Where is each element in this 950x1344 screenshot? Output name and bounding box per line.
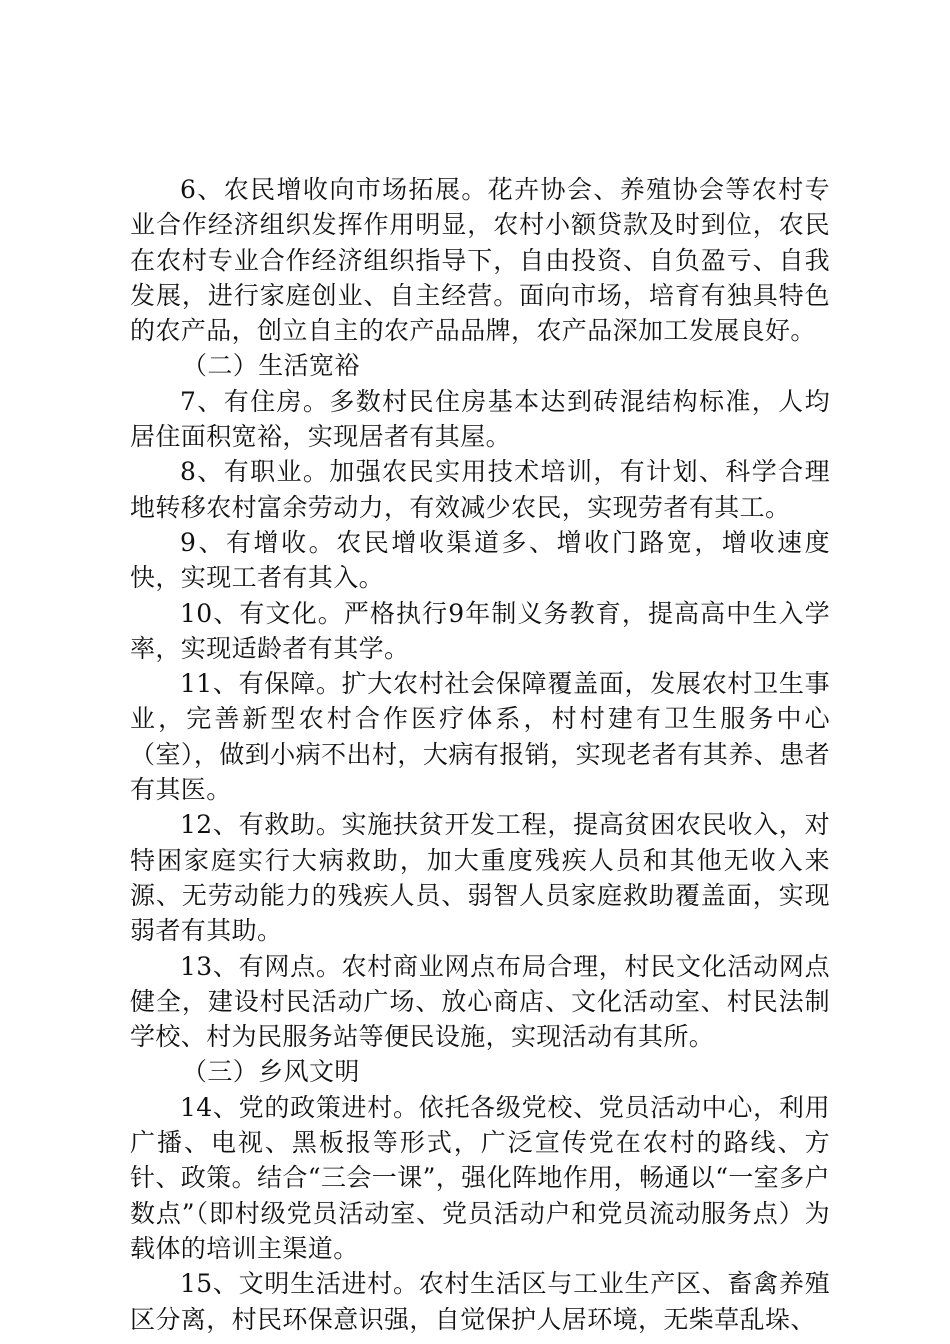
paragraph-6: 6、农民增收向市场拓展。花卉协会、养殖协会等农村专业合作经济组织发挥作用明显，农村小额贷款及时到位，农民在农村专业合作经济组织指导下，自由投资、自负盈亏、自我发展，进行家庭创业、自主经营。面向市场，培育有独具特色的农产品，创立自主的农产品品牌，农产品深加工发展良好。 (130, 175, 830, 346)
paragraph-15: 15、文明生活进村。农村生活区与工业生产区、畜禽养殖区分离，村民环保意识强，自觉保护人居环境，无柴草乱垛、 (130, 1269, 830, 1334)
paragraph-9: 9、有增收。农民增收渠道多、增收门路宽，增收速度快，实现工者有其入。 (130, 527, 830, 593)
document-body (130, 172, 830, 1337)
paragraph-11: 11、有保障。扩大农村社会保障覆盖面，发展农村卫生事业，完善新型农村合作医疗体系，村村建有卫生服务中心（室），做到小病不出村，大病有报销，实现老者有其养、患者有其医。 (130, 669, 830, 805)
paragraph-7: 7、有住房。多数村民住房基本达到砖混结构标准，人均居住面积宽裕，实现居者有其屋。 (130, 386, 830, 452)
paragraph-8: 8、有职业。加强农民实用技术培训，有计划、科学合理地转移农村富余劳动力，有效减少农民，实现劳者有其工。 (130, 457, 830, 522)
paragraph-13: 13、有网点。农村商业网点布局合理，村民文化活动网点健全，建设村民活动广场、放心商店、文化活动室、村民法制学校、村为民服务站等便民设施，实现活动有其所。 (130, 951, 830, 1052)
section-heading-2: （二）生活宽裕 (182, 351, 360, 381)
paragraph-14: 14、党的政策进村。依托各级党校、党员活动中心，利用广播、电视、黑板报等形式，广泛宣传党在农村的路线、方针、政策。结合“三会一课”，强化阵地作用，畅通以“一室多户数点”（即村级党员活动室、党员活动户和党员流动服务点）为载体的培训主渠道。 (130, 1092, 830, 1263)
paragraph-10: 10、有文化。严格执行9年制义务教育，提高高中生入学率，实现适龄者有其学。 (130, 598, 830, 663)
paragraph-12: 12、有救助。实施扶贫开发工程，提高贫困农民收入，对特困家庭实行大病救助，加大重度残疾人员和其他无收入来源、无劳动能力的残疾人员、弱智人员家庭救助覆盖面，实现弱者有其助。 (130, 810, 830, 946)
section-heading-3: （三）乡风文明 (182, 1057, 360, 1087)
